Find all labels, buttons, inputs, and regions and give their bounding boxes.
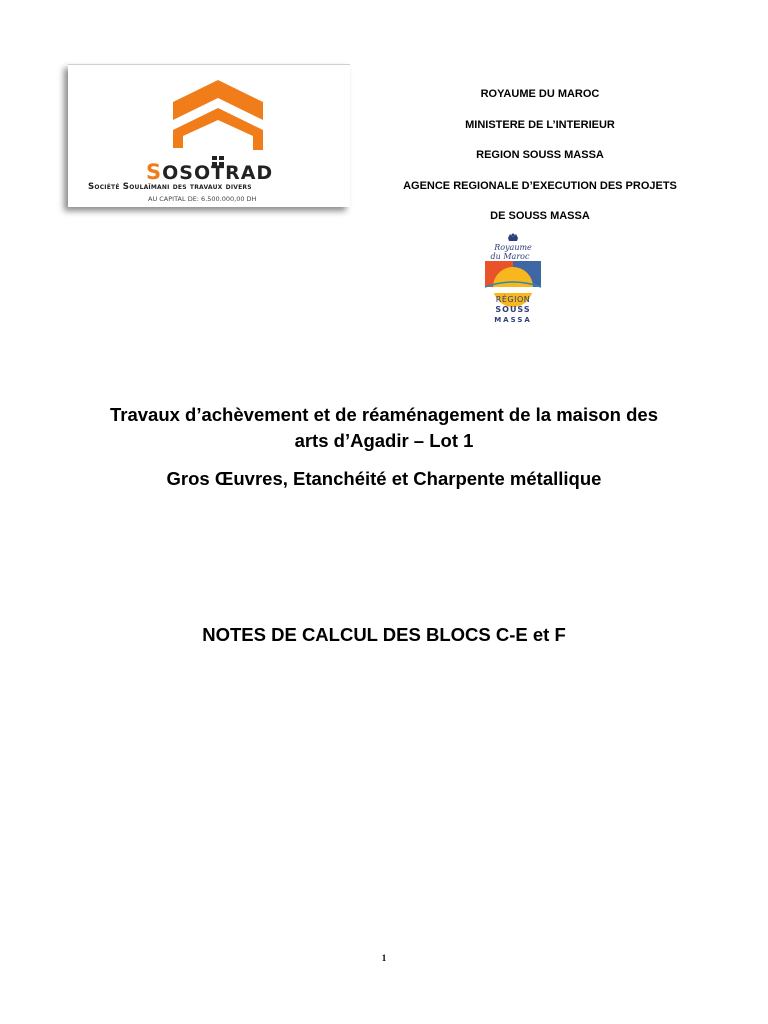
region-logo-kingdom-text: Royaume bbox=[494, 243, 532, 252]
company-tagline: Société Soulaïmani des travaux divers bbox=[88, 182, 252, 192]
project-title-line-1: Travaux d’achèvement et de réaménagement de la maison des bbox=[109, 404, 659, 425]
header-line-2: MINISTERE DE L’INTERIEUR bbox=[465, 119, 615, 131]
region-logo-word1: RÉGION bbox=[495, 295, 531, 304]
company-name bbox=[146, 160, 273, 184]
region-souss-massa-logo bbox=[480, 232, 546, 326]
document-heading: NOTES DE CALCUL DES BLOCS C-E et F bbox=[202, 624, 566, 645]
company-capital: AU CAPITAL DE: 6.500.000,00 DH bbox=[148, 195, 257, 203]
company-name-initial: S bbox=[146, 160, 163, 184]
region-logo-kingdom-text-2: du Maroc bbox=[490, 252, 530, 261]
region-logo-word3: MASSA bbox=[494, 316, 532, 324]
crown-icon bbox=[508, 234, 518, 242]
region-logo-word2: SOUSS bbox=[495, 305, 531, 314]
header-line-5: DE SOUSS MASSA bbox=[490, 210, 590, 222]
project-title-line-2: arts d’Agadir – Lot 1 bbox=[294, 430, 474, 451]
project-subtitle: Gros Œuvres, Etanchéité et Charpente métallique bbox=[166, 468, 602, 489]
header-line-1: ROYAUME DU MAROC bbox=[480, 88, 600, 100]
company-logo bbox=[68, 64, 350, 207]
sosotrad-logo-icon bbox=[168, 80, 268, 170]
header-line-3: REGION SOUSS MASSA bbox=[476, 149, 604, 161]
page-number: 1 bbox=[381, 953, 387, 963]
company-name-rest: OSOTRAD bbox=[162, 162, 274, 184]
header-line-4: AGENCE REGIONALE D’EXECUTION DES PROJETS bbox=[403, 180, 677, 192]
